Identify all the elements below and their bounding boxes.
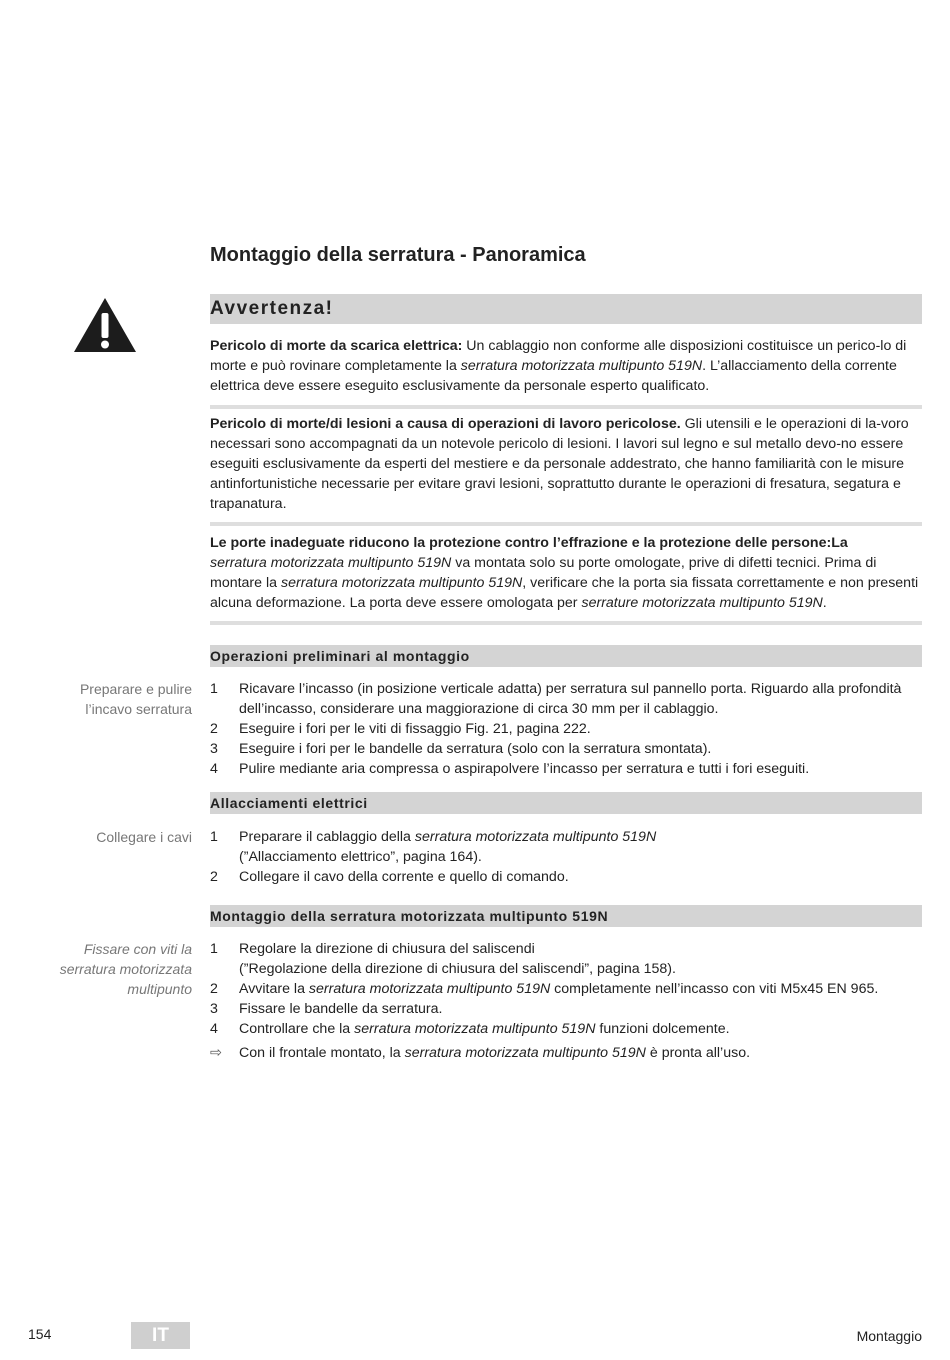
warning-bold: Pericolo di morte/di lesioni a causa di operazioni di lavoro pericolose. — [210, 416, 681, 432]
separator — [210, 522, 922, 526]
steps-preliminary — [210, 679, 922, 779]
steps-electrical — [210, 827, 922, 887]
section-heading-electrical: Allacciamenti elettrici — [210, 792, 922, 814]
language-badge: IT — [131, 1322, 190, 1349]
warning-paragraph-injury: Pericolo di morte/di lesioni a causa di operazioni di lavoro pericolose. Gli utensili e le operazioni di la-voro necessari sono accompagnati da un notevole pericolo di lesioni. I lavori sul legno e sul metallo devo-no essere eseguiti esclusivamente da esperti del mestiere e da personale addestrato, che hanno familiarità con le misure antinfortunistiche necessarie per evitare gravi lesioni, soprattutto durante le operazioni di fresatura, segatura e trapanatura. — [210, 416, 909, 512]
steps-mounting — [210, 939, 922, 1039]
result-line: ⇨ Con il frontale montato, la serratura motorizzata multipunto 519N è pronta all’uso. — [210, 1045, 751, 1061]
list-item: 4 Controllare che la serratura motorizzata multipunto 519N funzioni dolcemente. — [210, 1021, 730, 1037]
list-item: 2 Avvitare la serratura motorizzata multipunto 519N completamente nell’incasso con viti M5x45 EN 965. — [210, 981, 879, 997]
list-item: 1 Preparare il cablaggio della serratura motorizzata multipunto 519N (”Allacciamento elettrico”, pagina 164). — [210, 829, 657, 865]
separator — [210, 405, 922, 409]
list-item: 1 Ricavare l’incasso (in posizione verticale adatta) per serratura sul pannello porta. Riguardo alla profondità dell’incasso, considerare una maggiorazione di circa 30 mm per il cablaggio. — [210, 681, 902, 717]
warning-heading: Avvertenza! — [210, 294, 922, 324]
warning-bold: Pericolo di morte da scarica elettrica: — [210, 338, 463, 354]
section-heading-mounting: Montaggio della serratura motorizzata multipunto 519N — [210, 905, 922, 927]
warning-triangle-icon — [72, 296, 138, 354]
warning-bold: Le porte inadeguate riducono la protezione contro l’effrazione e la protezione delle persone:La — [210, 535, 848, 551]
list-item: 2 Eseguire i fori per le viti di fissaggio Fig. 21, pagina 222. — [210, 721, 591, 737]
list-item: 1 Regolare la direzione di chiusura del saliscendi (”Regolazione della direzione di chiusura del saliscendi”, pagina 158). — [210, 941, 676, 977]
warning-paragraph-electric: Pericolo di morte da scarica elettrica: Un cablaggio non conforme alle disposizioni costituisce un perico-lo di morte e può rovinare completamente la serratura motorizzata multipunto 519N. L’allacciamento della corrente elettrica deve essere eseguito esclusivamente da personale esperto qualificato. — [210, 338, 907, 394]
list-item: 4 Pulire mediante aria compressa o aspirapolvere l’incasso per serratura e tutti i fori eseguiti. — [210, 761, 810, 777]
warning-paragraph-doors: Le porte inadeguate riducono la protezione contro l’effrazione e la protezione delle persone:La serratura motorizzata multipunto 519N va montata solo su porte omologate, prive di difetti tecnici. Prima di montare la serratura motorizzata multipunto 519N, verificare che la porta sia fissata correttamente e non presenti alcuna deformazione. La porta deve essere omologata per serrature motorizzata multipunto 519N. — [210, 535, 919, 611]
side-label-fasten: Fissare con viti la serratura motorizzata multipunto — [59, 941, 192, 997]
page-title: Montaggio della serratura - Panoramica — [210, 244, 586, 266]
result-arrow-icon: ⇨ — [210, 1045, 222, 1061]
side-label-cables: Collegare i cavi — [96, 829, 192, 845]
list-item: 2 Collegare il cavo della corrente e quello di comando. — [210, 869, 569, 885]
list-item: 3 Eseguire i fori per le bandelle da serratura (solo con la serratura smontata). — [210, 741, 712, 757]
section-heading-preliminary: Operazioni preliminari al montaggio — [210, 645, 922, 667]
list-item: 3 Fissare le bandelle da serratura. — [210, 1001, 443, 1017]
side-label-prepare: Preparare e pulire l’incavo serratura — [79, 681, 192, 717]
separator — [210, 621, 922, 625]
footer-section-name: Montaggio — [856, 1328, 922, 1344]
page-number: 154 — [28, 1326, 52, 1342]
